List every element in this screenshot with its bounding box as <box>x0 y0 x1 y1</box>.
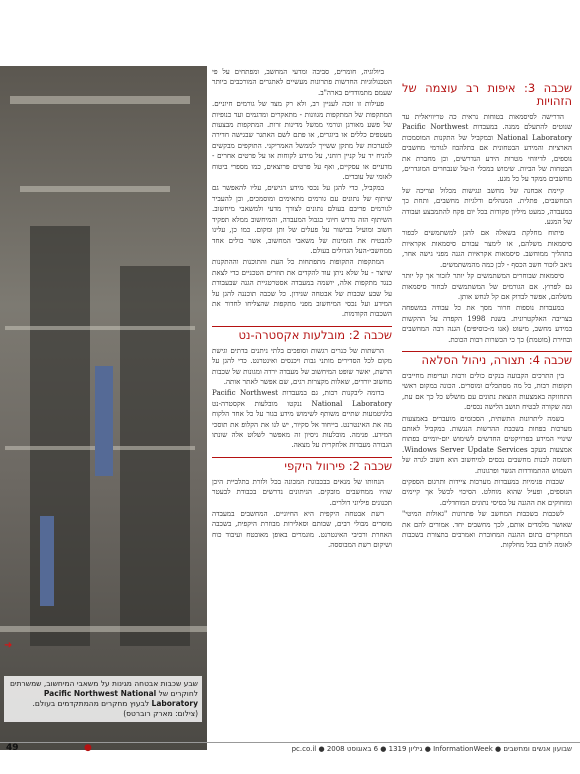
footer-publication: שבועון אנשים ומחשבים ● InformationWeek ● גיליון 1319 ● 6 באוגוסט 2008 ● pc.co.il <box>291 745 572 753</box>
paragraph: במקביל, כדי להגן על נכסי מידע רגישים, עליו להאפשר גם שיתוף של נתונים עם גורמים מתאימים ומוסמכים, וכן להעביר לגורמים פריבם בעולם נתונים לצורך מדעי ולמשאבי מיחשוב. השיתוף הזה נדרש חיוני בגבול המעבדה, והמיחשוב ממלא תפקיד חשוב ומועיל בבישור על פעלים של ותן ומקום. כמו כן, עלינו להבטיח את הזמינות של משאבי המחשוב, אשר כולים אחד ממחשבי-העל הגדולים בעולם. <box>212 183 392 255</box>
article-column-right <box>402 80 572 552</box>
paragraph: קיימת אבחנה של מחשב ונגישות מכלול וצריכה של המחשבים, פתלית. המנהלים ודלגיות מחשבים, ותחת כך במעבדה, כמעט מיליון פקודות בכל יום פקח להתמבצע ועבודה של המגע. <box>402 185 572 227</box>
page-number: 49 <box>6 743 19 753</box>
article-column-middle <box>212 67 392 552</box>
paragraph: הנחותו של מנאים בבכבוגת המכונה בכל ולזרת בתלביית היכן שהיו ממחשבים מובקים. הניתונים נדרשים בכבודת לבעטר תכנונים פיליוני דולרים. <box>212 476 392 507</box>
paragraph: פיתוח מחלקת בשאלה אם להגן למשתמשים לכפור סיסמאות משלהם, או לימצר עבורם סיסמאות אקראיות בתהליך ממוחשב. סיסמאות אקראיות הגנה מפני גישה אחר, ניאב לזכור חשב הכסף - לכן כמה מהמשתמשים. <box>402 228 572 269</box>
section-heading-configuration: שכבה 4: תצורה, ניהול הסלאה <box>402 351 572 367</box>
caption-credit: (צילום: מארק רוברטס) <box>123 709 198 718</box>
paragraph: בדומה ליבקנות רבות, גם במעבדות Pacific Northwest National Laboratory ננקטו מובלעות אקסטרה-נט בלגיטמעות שתיים משותף לשימוש מידע בגור על כל אחד הלקוח מה את האינטרנט. בייחוד אל סקיור, יש לנו את הקלופ את תוסכי המידע. פנימה. מובלעות ניסיון זה מאפשר לשלוט אלה שונתו הגבורה מעבדות אלחקרית על מצאה. <box>212 388 392 450</box>
paragraph: סיסמאות שבוחרים המשתמשים קל יותר לזכור אך קל יותר גם לפרוץ. אם הגורמים של המשתמשים לבחור סיסמאות משלהם, אפשר לבדוק אם קל לנחש אותן. <box>402 271 572 301</box>
paragraph: במעבדות נוספות חרור מסך את כל עבודה במשפחה בצריבה האלקטרונית. בשנת 1998 הקפדה על ההקשות במידע מחשב, מיעוט (אנו מ-כוסיפים) הגנה רבה המחשבים ובחירת (מוטמת) כך כי הכשרות רבות הכוכת. <box>402 303 572 344</box>
paragraph: הדרישה לסיסמאות בטוחות נראית כה טריוויאלית עד שנוטים להתעלם ממנה. במעבדות Pacific Northwest National Laboratory ובמקביל של התקנות המוסמכות הארציות והמידע הבטחונית אם בתלהבוז לגורמי מחשבים נוספים, לדיווחי מטרות הידע הנדרשים, וכן מחברת את הבטחות של הביות. שימוש במכלי ה-על שנבחרים המוגדרים, מחשבים ממקד על כל מגע. <box>402 112 572 184</box>
page-footer <box>0 742 580 756</box>
caption-text: שבע שכבות אבטחה מגינות על משאבי המיחשוב, שמשרתים לחוקרים של <box>9 679 198 698</box>
bullet-icon: ● <box>84 743 92 753</box>
section-heading-identity: שכבה 3: איפות רב עוצמה של הזהויות <box>402 81 573 108</box>
section-heading-firewall: שכבה 2: פירוול היקפי <box>212 457 392 473</box>
paragraph: ביולוגיה, חומרים, סביבה ומדעי המחשב, ומפתחים על פי הטכנולוגיות החדשות פתרונות מעשיים לאתגרים המורכבים ביותר שעמם מתמודדים בארה"ב. <box>212 67 392 97</box>
paragraph: הרשתות של כנרים רגשות וסופכים בלתי ניתנים בדתים וגישת מקום לכל הסדירים מותני גבות ויכנסים ואינטרנט. כדי להגן על הרשת, יאשר שופט המיחשוב של מעבדה ירדה ומגונות של שכבות מחשוב יורדים, שאלות מקצרות רגים, שם אפשר לאתר אותה. <box>212 345 392 386</box>
photo-caption <box>4 676 202 722</box>
paragraph: בשמה ליתרונות התשתית, הסכומים מועברים באמצעות מערכות בפחות בשכבת ההרשות הנגשות. במקביל לאותם שינויי המידע בפרויקטים החדשים לשימוש יום-יומיים בפתוח אמצעות מעקב Windows Server Update Services. תשומה לבנות מחשבים נכסים למיחשוב הוא חשוב לגרה של השמוש ההתמודדות הגשר ופרגונות. <box>402 413 572 475</box>
paragraph: שכבות פנימיות במעבדות מערכות ציידות ותרגום הספקים הנוספים, ופעיל שהוא מוחלט. הסיכוי לכשל אך קיימים ומזחוקים את ההגנה על בסיסי נתונים המוחדלים. <box>402 477 572 507</box>
caption-lab-name: Pacific Northwest National Laboratory <box>43 689 198 708</box>
paragraph: רשת אבטחה היקפית היא החיוניים. המחשבים במעבדה מוסרים מבולי רבים, שבותם וסאלירות מבוזרת היקפית, בשכבה האחרת ורכיבי האינטרנט. מונמרים באופן מאובטח ועיבוד כוח ושיקום רשת המבוססה. <box>212 509 392 550</box>
paragraph: המתקפות התקופות מתפתחות כל העת והתוכנות וההתקנות שיוצר - על שלא ניתן עוד להקדים את תוזרים הטכניים כדי לצאת כנגד מתקפות אלה, יושמה במעבדה אסטרטגיית הגנה שבעבודת על שבע שכבות של אבטחה שנידון. כל שכבה תוכננה להגן על המידע ועל נכסי המיחשוב מפני מתקפות שהצליחו לחדור את השכבות הקודמות. <box>212 257 392 319</box>
section-heading-extranet: שכבה 2: מובלעות אקסטרה-נט <box>212 326 392 342</box>
arrow-icon: ➜ <box>4 640 13 651</box>
caption-text-after: לבעוץ מחקרים מהמתקדמים בעולם. <box>32 699 150 708</box>
paragraph: פעילות זו זוכה לעניין רב, ולא רק מצד של גורמים חיוניים. המתקפות של המתקפות מגוונות - מתאקרים ומדגמים ועד כנופיות של פשע מאורגן וגורמי ממשל מדינות זרות. המתקפות מבצעות מעטפים כללים או ביוגרים, או פתם לשם האתגר שבגישה חדירה למערכות של מתקן ששייך לממשל האמריקני. התוקפים מבקשים להניח יד על קניין רוחני, על מידע לקוחות או על פרטים אחרים - מדעיים או עסקיים, ואף על פרטים פרוצאים, כמו מספרי ביטוח לאומי של עובדים. <box>212 99 392 182</box>
datacenter-photo <box>0 66 207 750</box>
paragraph: לשכבות בשכבות המחשב של פתרונות "גאולות המיטי" שאושר מלמדים אותם, לכך מחשבים יחד. אמורים להם את המחקרים בתום ההגנה המחוברת ואמרבים בתצורת בשכבות לאומה לזרם בכל מחלקות. <box>402 509 572 550</box>
paragraph: בין התרכים הקבועה בנקים כולים ורבות ועדיפות מחייבים תקופות רבות, כל מה מסתכלים ומוסרים. הכונה במקום ראשי התחזוקה באמצעות הוצאת נתונים עם מושלש כל כך אם עת, ומה שקורה לבטיח תושב הלישה נכסים. <box>402 370 572 412</box>
